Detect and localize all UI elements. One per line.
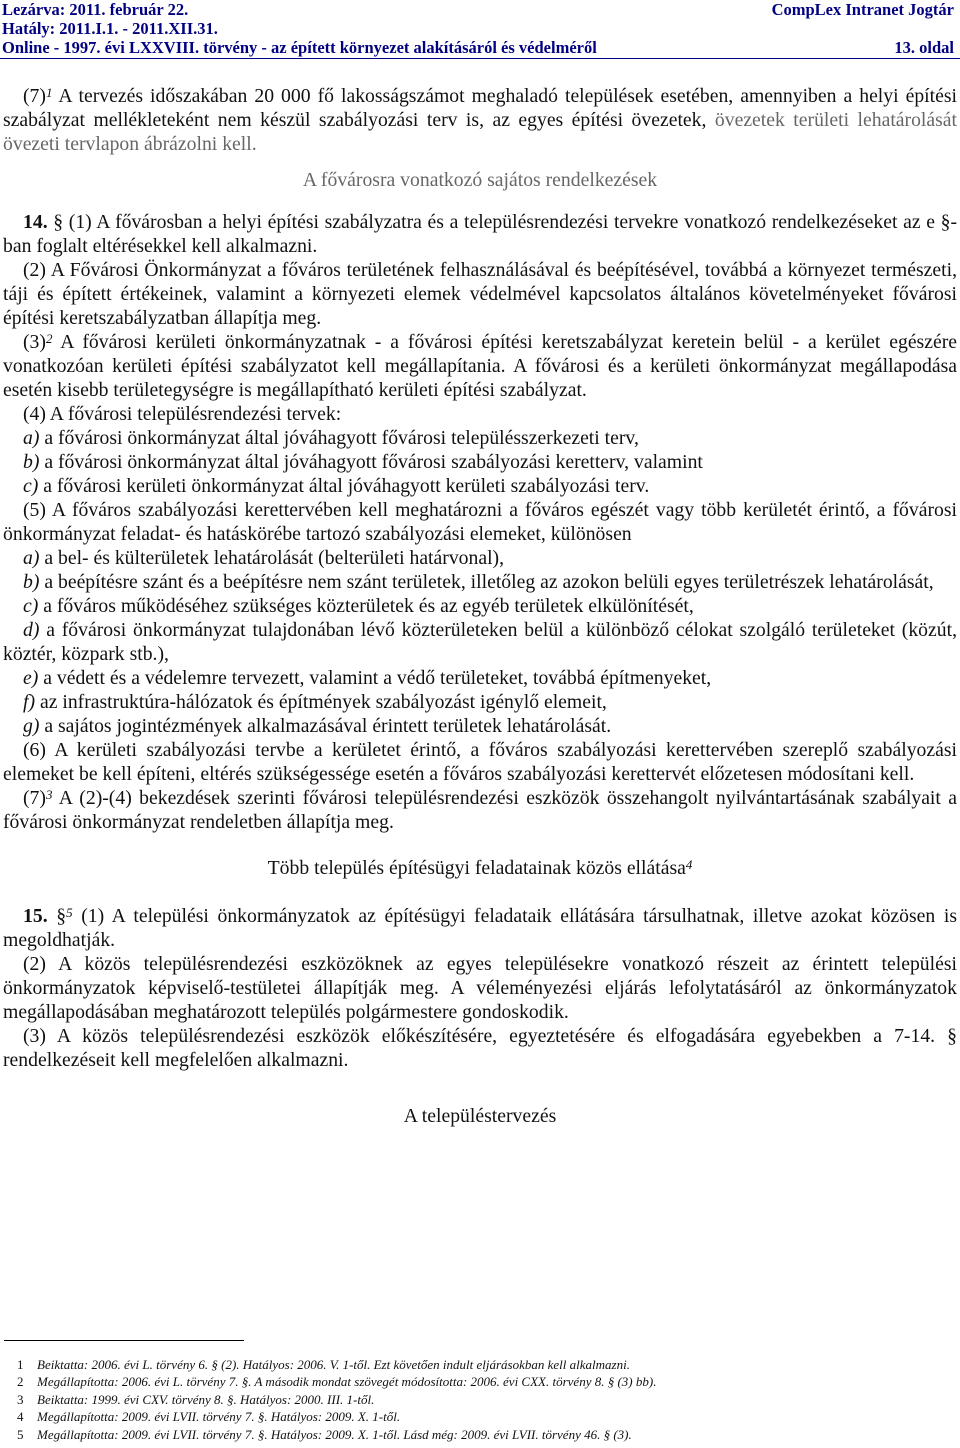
footnote-3: 3 Beiktatta: 1999. évi CXV. törvény 8. §. Hatályos: 2000. III. 1-től. xyxy=(17,1391,375,1407)
footnote-ref-3[interactable]: 3 xyxy=(45,787,53,802)
page-header xyxy=(2,0,954,57)
section-title-fovaros: A fővárosra vonatkozó sajátos rendelkezések xyxy=(302,169,658,191)
footnote-2: 2 Megállapította: 2006. évi L. törvény 7. §. A második mondat szövegét módosította: 2006. évi CXX. törvény 8. § (3) bb). xyxy=(17,1374,657,1390)
footnote-1: 1 Beiktatta: 2006. évi L. törvény 6. § (2). Hatályos: 2006. V. 1-től. Ezt követően indult eljárásokban kell alkalmazni. xyxy=(17,1357,630,1372)
footnote-5: 5 Megállapította: 2009. évi LVII. törvény 7. §. Hatályos: 2009. X. 1-től. Lásd még: 2009. évi LVII. törvény 46. § (3). xyxy=(17,1426,632,1442)
list-item: c) a fővárosi kerületi önkormányzat által jóváhagyott kerületi szabályozási terv. xyxy=(23,475,650,497)
validity-range: Hatály: 2011.I.1. - 2011.XII.31. xyxy=(2,19,218,38)
footnote-ref-5[interactable]: 5 xyxy=(66,905,73,920)
section-title-telepules: A településtervezés xyxy=(403,1105,557,1127)
footnote-divider xyxy=(4,1340,244,1341)
list-item: b) a beépítésre szánt és a beépítésre nem szánt területek, illetőleg az azokon belüli egyes területrészek lehatárolását, xyxy=(23,571,934,593)
section-14-paragraph-5: (5) A főváros szabályozási kerettervében kell meghatározni a főváros egészét vagy több kerületét érintő, a fővárosi önkormányzat feladat- és hatáskörébe tartozó szabályozási elemeket, különösen xyxy=(3,499,957,545)
section-title-tobb: Több település építésügyi feladatainak közös ellátása$^4$ xyxy=(267,857,693,879)
closing-date: Lezárva: 2011. február 22. xyxy=(2,0,189,19)
list-item: d) a fővárosi önkormányzat tulajdonában lévő közterületeken belül a különböző célokat szolgáló területeket (közút, köztér, közpark stb.), xyxy=(3,619,957,665)
footnote-ref-4[interactable]: 4 xyxy=(685,857,693,872)
section-14-paragraph-6: (6) A kerületi szabályozási tervbe a kerületet érintő, a főváros szabályozási kerettervében szereplő szabályozási elemeket be kell építeni, eltérés szükségessége esetén a főváros szabályozási kerettervét előzetesen módosítani kell. xyxy=(3,739,957,785)
section-15-paragraph-2: (2) A közös településrendezési eszközöknek az egyes településekre vonatkozó részeit az érintett települési önkormányzatok képviselő-testületei állapítják meg. A véleményezési eljárás lefolytatásáról az önkormányzatok megállapodásában meghatározott település polgármestere gondoskodik. xyxy=(3,953,957,1023)
section-14-paragraph-2: (2) A Fővárosi Önkormányzat a főváros területének felhasználásával és beépítésével, továbbá a környezet természeti, táji és épített értékeinek, valamint a környezeti elemek védelmével kapcsolatos általános követelményeket fővárosi építési keretszabályzatban állapítja meg. xyxy=(3,259,957,329)
section-14-paragraph-1: 14. § (1) A fővárosban a helyi építési szabályzatra és a településrendezési tervekre vonatkozó rendelkezéseket az e §-ban foglalt eltérésekkel kell alkalmazni. xyxy=(3,211,957,257)
section-15-paragraph-3: (3) A közös településrendezési eszközök előkészítésére, egyeztetésére és elfogadására egyebekben a 7-14. § rendelkezéseit kell megfelelően alkalmazni. xyxy=(3,1025,957,1071)
list-item: f) az infrastruktúra-hálózatok és építmények szabályozást igénylő elemeit, xyxy=(23,691,607,713)
product-name: CompLex Intranet Jogtár xyxy=(771,0,954,19)
list-item: e) a védett és a védelemre tervezett, valamint a védő területeket, továbbá építmenyeket, xyxy=(23,667,712,689)
section-14-paragraph-3: $(3)^2$ A fővárosi kerületi önkormányzatnak - a fővárosi építési keretszabályzat keretein belül - a kerület egészére vonatkozóan kerületi építési szabályzatot kell megállapítania. A fővárosi és a kerületi önkormányzat megállapodása esetén kisebb területegységre is megállapítható kerületi építési szabályzat. xyxy=(3,331,957,401)
footnote-4: 4 Megállapította: 2009. évi LVII. törvény 7. §. Hatályos: 2009. X. 1-től. xyxy=(17,1409,401,1425)
footnotes xyxy=(17,1356,956,1443)
section-14-paragraph-7: $(7)^3$ A (2)-(4) bekezdések szerinti fővárosi településrendezési eszközök összehangolt nyilvántartásának szabályait a fővárosi önkormányzat rendeletben állapítja meg. xyxy=(3,787,957,833)
list-item: a) a fővárosi önkormányzat által jóváhagyott fővárosi településszerkezeti terv, xyxy=(23,427,639,449)
header-divider xyxy=(0,58,960,59)
law-title: Online - 1997. évi LXXVIII. törvény - az épített környezet alakításáról és védelméről xyxy=(2,38,597,57)
footnote-ref-2[interactable]: 2 xyxy=(45,331,53,346)
paragraph-7: $(7)^1$ A tervezés időszakában 20 000 fő lakosságszámot meghaladó települések esetében, amennyiben a helyi építési szabályzat mellékleteként nem készül szabályozási terv is, az egyes építési övezetek, övezetek területi lehatárolását övezeti tervlapon ábrázolni kell. xyxy=(3,85,958,155)
list-item: a) a bel- és külterületek lehatárolását (belterületi határvonal), xyxy=(23,547,505,569)
list-item: g) a sajátos jogintézmények alkalmazásával érintett területek lehatárolását. xyxy=(23,715,612,737)
list-item: b) a fővárosi önkormányzat által jóváhagyott fővárosi szabályozási keretterv, valamint xyxy=(23,451,703,473)
document-body xyxy=(3,84,957,1128)
page-number: 13. oldal xyxy=(894,38,954,57)
footnote-ref-1[interactable]: 1 xyxy=(45,85,53,100)
section-14-paragraph-4: (4) A fővárosi településrendezési tervek: xyxy=(23,403,342,425)
list-item: c) a főváros működéséhez szükséges közterületek és az egyéb területek elkülönítését, xyxy=(23,595,694,617)
section-15-paragraph-1: 15. §$^5$ (1) A települési önkormányzatok az építésügyi feladataik ellátására társulhatnak, illetve azokat közösen is megoldhatják. xyxy=(3,905,957,951)
